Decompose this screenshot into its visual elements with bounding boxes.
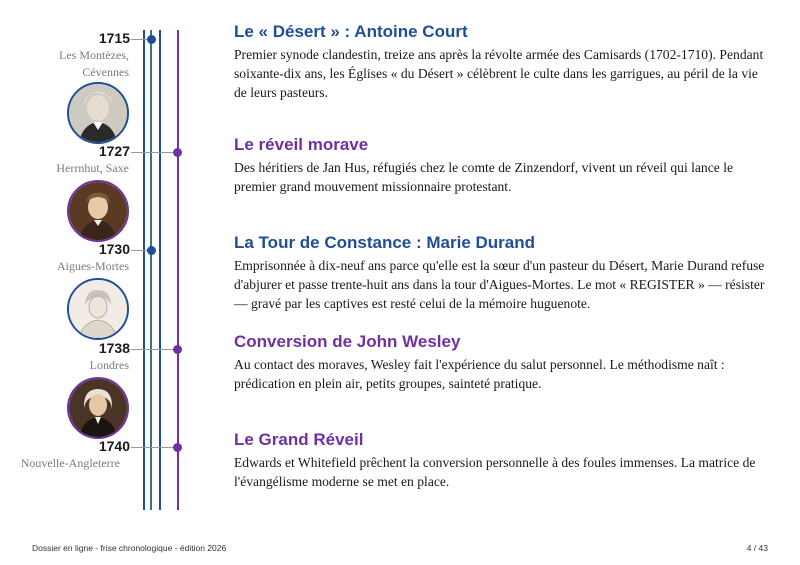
entry-title: Le Grand Réveil xyxy=(234,430,364,449)
timeline-rail xyxy=(150,30,152,510)
timeline-rail xyxy=(177,30,179,510)
marie-durand-portrait xyxy=(67,278,129,340)
timeline-dot xyxy=(147,246,156,255)
timeline-dot xyxy=(173,345,182,354)
entry-year: 1727 xyxy=(98,143,130,159)
entry-year: 1740 xyxy=(98,438,130,454)
entry-year: 1730 xyxy=(98,241,130,257)
entry-title: Conversion de John Wesley xyxy=(234,332,461,351)
year-tick xyxy=(131,39,148,40)
entry-text: Premier synode clandestin, treize ans après la révolte armée des Camisards (1702-1710). Pendant soixante-dix ans, les Églises « du Désert » célèbrent le culte dans les garrigues, au péril de la vie de leurs pasteurs. xyxy=(234,47,764,100)
entry-title: Le réveil morave xyxy=(234,135,369,154)
timeline-rail xyxy=(159,30,161,510)
entry-year: 1738 xyxy=(98,340,130,356)
entry-text: Des héritiers de Jan Hus, réfugiés chez le comte de Zinzendorf, vivent un réveil qui lance le premier grand mouvement missionnaire protestant. xyxy=(234,160,733,194)
entry-place: Aigues-Mortes xyxy=(57,259,129,273)
footer-label: Dossier en ligne - frise chronologique - édition 2026 xyxy=(32,543,227,553)
timeline-dot xyxy=(147,35,156,44)
timeline-dot xyxy=(173,443,182,452)
entry-place: Londres xyxy=(89,358,129,372)
entry-place: Nouvelle-Angleterre xyxy=(20,456,120,470)
year-tick xyxy=(131,447,175,448)
year-tick xyxy=(131,152,175,153)
john-wesley-portrait xyxy=(67,377,129,439)
entry-title: Le « Désert » : Antoine Court xyxy=(234,22,468,41)
entry-place: Les Montèzes, Cévennes xyxy=(59,48,129,79)
entry-text: Edwards et Whitefield prêchent la conversion personnelle à des foules immenses. La matrice de l'évangélisme moderne se met en place. xyxy=(234,455,756,489)
antoine-court-portrait xyxy=(67,82,129,144)
entry-title: La Tour de Constance : Marie Durand xyxy=(234,233,536,252)
timeline-dot xyxy=(173,148,182,157)
entry-text: Au contact des moraves, Wesley fait l'expérience du salut personnel. Le méthodisme naît : prédication en plein air, petits groupes, sainteté pratique. xyxy=(234,357,725,391)
entry-text: Emprisonnée à dix-neuf ans parce qu'elle est la sœur d'un pasteur du Désert, Marie Durand refuse d'abjurer et passe trente-huit ans dans la tour d'Aigues-Mortes. Le mot « REGISTER » — résister — gravé par les captives est resté celui de la mémoire huguenote. xyxy=(234,258,765,311)
timeline-rail xyxy=(143,30,145,510)
zinzendorf-portrait xyxy=(67,180,129,242)
year-tick xyxy=(131,349,175,350)
entry-place: Herrnhut, Saxe xyxy=(56,161,129,175)
page-number: 4 / 43 xyxy=(746,543,768,553)
year-tick xyxy=(131,250,148,251)
entry-year: 1715 xyxy=(98,30,130,46)
